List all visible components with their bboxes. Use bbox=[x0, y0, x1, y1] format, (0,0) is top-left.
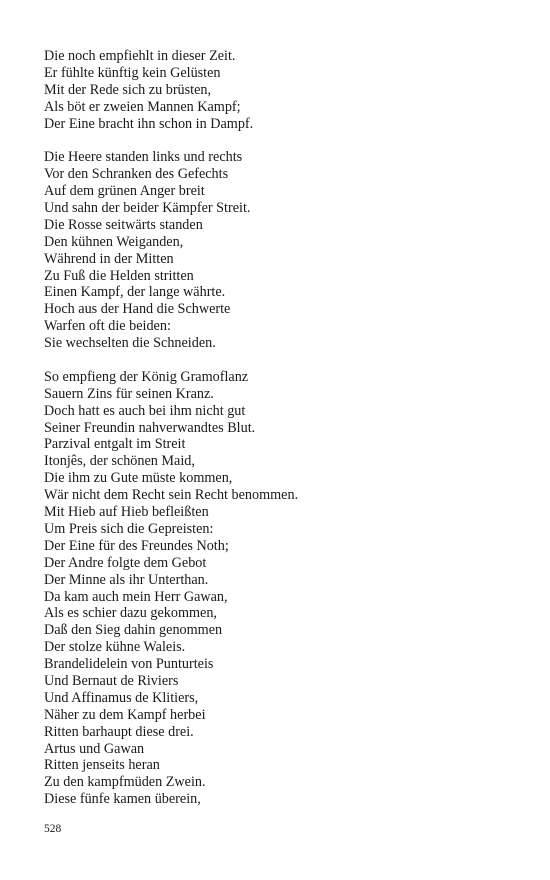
verse-line: Die Heere standen links und rechts bbox=[44, 149, 243, 166]
verse-line: Zu Fuß die Helden stritten bbox=[44, 267, 194, 284]
verse-line: Sie wechselten die Schneiden. bbox=[44, 335, 216, 352]
verse-line: Ritten jenseits heran bbox=[44, 757, 160, 774]
verse-line: Zu den kampfmüden Zwein. bbox=[44, 774, 206, 791]
verse-line: Ritten barhaupt diese drei. bbox=[44, 723, 194, 740]
verse-line: Der Eine bracht ihn schon in Dampf. bbox=[44, 115, 254, 132]
verse-line: Näher zu dem Kampf herbei bbox=[44, 706, 206, 723]
verse-line: Daß den Sieg dahin genommen bbox=[44, 622, 223, 639]
verse-line: Er fühlte künftig kein Gelüsten bbox=[44, 64, 221, 81]
verse-line: Und Bernaut de Riviers bbox=[44, 672, 179, 689]
verse-line: Der Eine für des Freundes Noth; bbox=[44, 537, 229, 554]
verse-line: Brandelidelein von Punturteis bbox=[44, 656, 214, 673]
verse-line: Parzival entgalt im Streit bbox=[44, 436, 186, 453]
verse-line: Mit der Rede sich zu brüsten, bbox=[44, 81, 212, 98]
verse-line: Diese fünfe kamen überein, bbox=[44, 791, 201, 808]
verse-line: Die ihm zu Gute müste kommen, bbox=[44, 470, 233, 487]
verse-line: Vor den Schranken des Gefechts bbox=[44, 166, 229, 183]
verse-line: Und Affinamus de Klitiers, bbox=[44, 689, 199, 706]
verse-line: Während in der Mitten bbox=[44, 250, 174, 267]
verse-line: Doch hatt es auch bei ihm nicht gut bbox=[44, 402, 246, 419]
verse-line: Um Preis sich die Gepreisten: bbox=[44, 520, 214, 537]
verse-line: Seiner Freundin nahverwandtes Blut. bbox=[44, 419, 256, 436]
verse-line: Die Rosse seitwärts standen bbox=[44, 216, 203, 233]
poem-text bbox=[44, 48, 514, 825]
verse-line: Auf dem grünen Anger breit bbox=[44, 183, 205, 200]
verse-line: Warfen oft die beiden: bbox=[44, 318, 171, 335]
verse-line: Itonjês, der schönen Maid, bbox=[44, 453, 195, 470]
verse-line: Hoch aus der Hand die Schwerte bbox=[44, 301, 231, 318]
page-number: 528 bbox=[44, 823, 62, 835]
verse-line: Der stolze kühne Waleis. bbox=[44, 639, 186, 656]
verse-line: Mit Hieb auf Hieb befleißten bbox=[44, 504, 209, 521]
verse-line: Die noch empfiehlt in dieser Zeit. bbox=[44, 48, 236, 64]
verse-line: Artus und Gawan bbox=[44, 740, 145, 757]
verse-line: Und sahn der beider Kämpfer Streit. bbox=[44, 200, 251, 217]
stanza bbox=[44, 149, 514, 352]
verse-line: Wär nicht dem Recht sein Recht benommen. bbox=[44, 487, 299, 504]
verse-line: So empfieng der König Gramoflanz bbox=[44, 368, 249, 385]
verse-line: Da kam auch mein Herr Gawan, bbox=[44, 588, 228, 605]
verse-line: Als es schier dazu gekommen, bbox=[44, 605, 217, 622]
verse-line: Einen Kampf, der lange währte. bbox=[44, 284, 226, 301]
verse-line: Sauern Zins für seinen Kranz. bbox=[44, 385, 214, 402]
stanza bbox=[44, 369, 514, 808]
verse-line: Der Andre folgte dem Gebot bbox=[44, 554, 207, 571]
verse-line: Den kühnen Weiganden, bbox=[44, 233, 184, 250]
verse-line: Der Minne als ihr Unterthan. bbox=[44, 571, 209, 588]
verse-line: Als böt er zweien Mannen Kampf; bbox=[44, 98, 241, 115]
stanza bbox=[44, 48, 514, 132]
